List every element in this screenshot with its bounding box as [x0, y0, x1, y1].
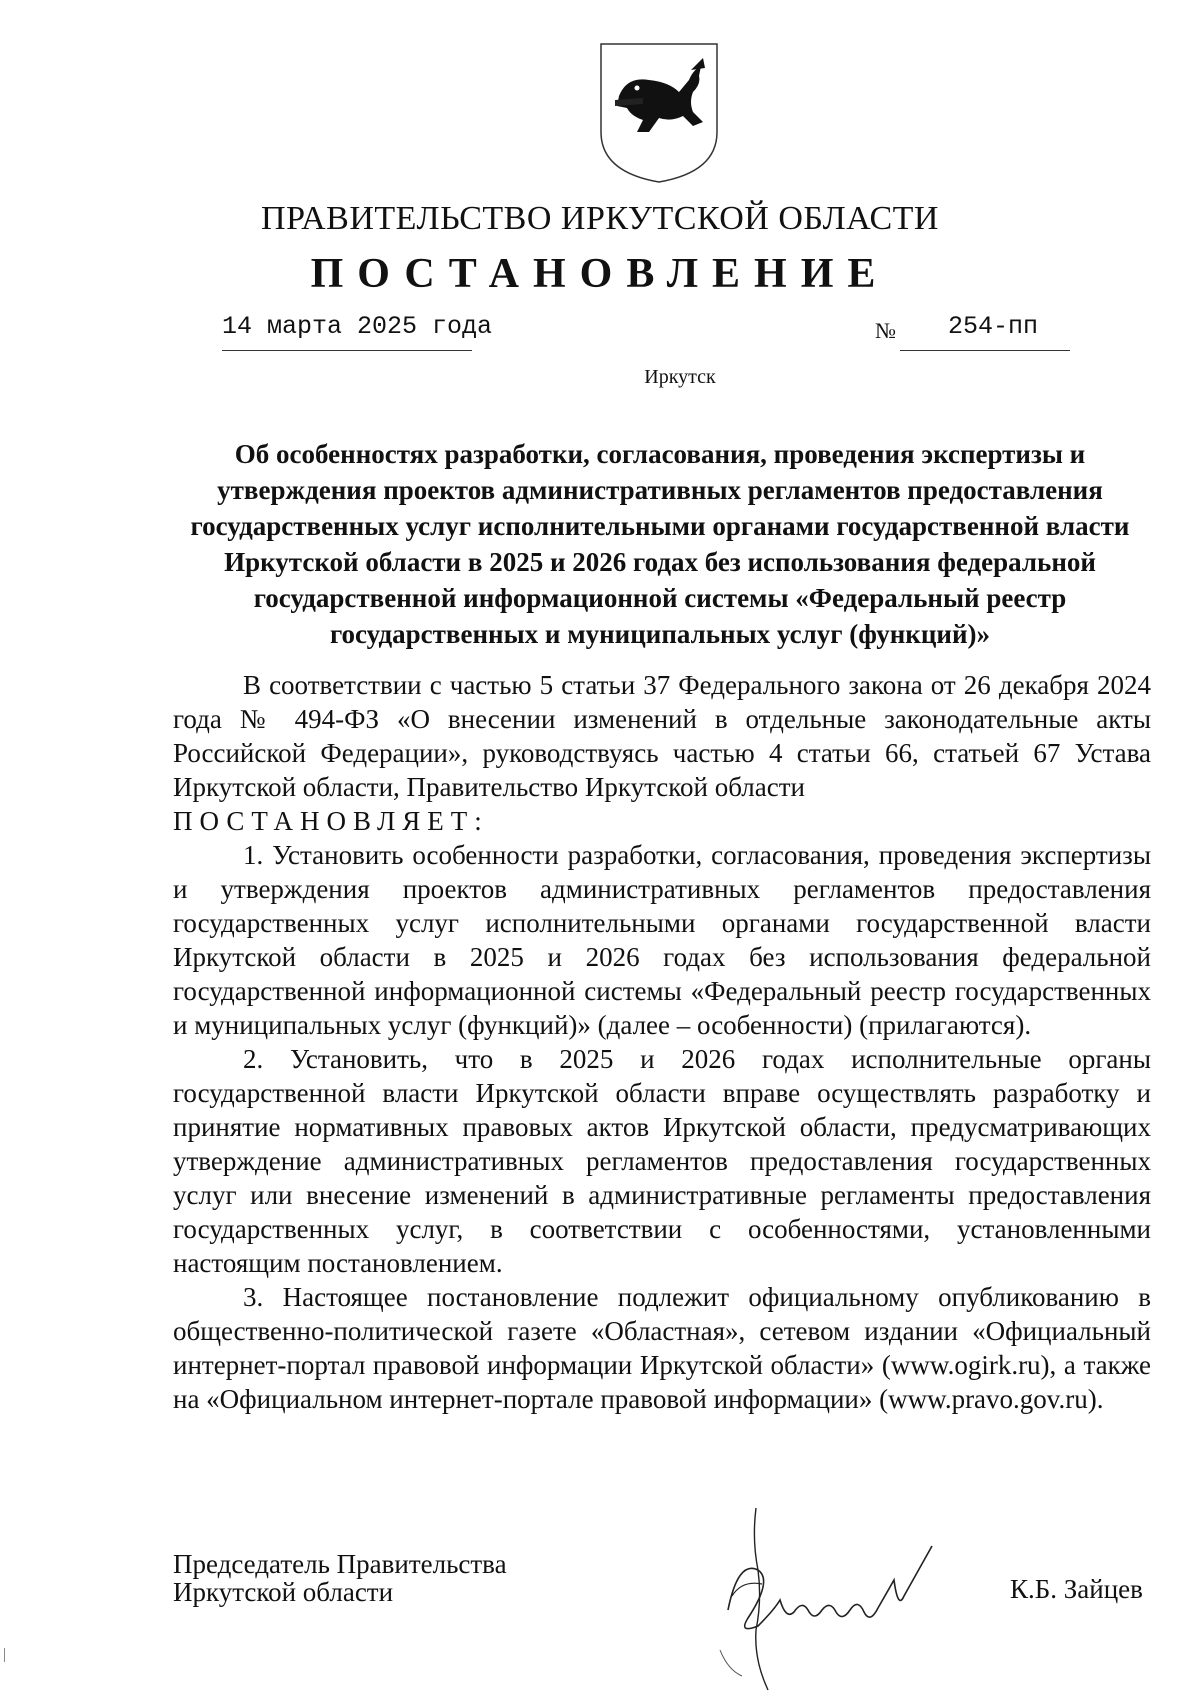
- scan-margin-mark: [4, 1648, 5, 1662]
- government-name: ПРАВИТЕЛЬСТВО ИРКУТСКОЙ ОБЛАСТИ: [261, 200, 939, 237]
- signer-name: К.Б. Зайцев: [1010, 1574, 1143, 1604]
- signer-position-line2: Иркутской области: [173, 1577, 394, 1607]
- date-underline: [222, 350, 472, 351]
- preamble: В соответствии с частью 5 статьи 37 Федерального закона от 26 декабря 2024 года № 494-ФЗ «О внесении изменений в отдельные законодательные акты Российской Федерации», руководствуясь частью 4 статьи 66, статьей 67 Устава Иркутской области, Правительство Иркутской области: [173, 670, 1151, 802]
- signature-icon: [718, 1500, 968, 1700]
- resolves-heading: ПОСТАНОВЛЯЕТ:: [173, 806, 489, 836]
- document-body: [173, 668, 1151, 1416]
- coat-of-arms-icon: [597, 40, 721, 186]
- clause-2: 2. Установить, что в 2025 и 2026 годах исполнительные органы государственной власти Иркутской области вправе осуществлять разработку и принятие нормативных правовых актов Иркутской области, предусматривающих утверждение административных регламентов предоставления государственных услуг или внесение изменений в административные регламенты предоставления государственных услуг, в соответствии с особенностями, установленными настоящим постановлением.: [173, 1044, 1151, 1278]
- clause-3: 3. Настоящее постановление подлежит официальному опубликованию в общественно-политической газете «Областная», сетевом издании «Официальный интернет-портал правовой информации Иркутской области» (www.ogirk.ru), а также на «Официальном интернет-портале правовой информации» (www.pravo.gov.ru).: [173, 1282, 1151, 1414]
- document-type: ПОСТАНОВЛЕНИЕ: [310, 251, 890, 297]
- document-date: 14 марта 2025 года: [222, 312, 493, 341]
- document-title: Об особенностях разработки, согласования, проведения экспертизы и утверждения проектов административных регламентов предоставления государственных услуг исполнительными органами государственной власти Иркутской области в 2025 и 2026 годах без использования федеральной государственной информационной системы «Федеральный реестр государственных и муниципальных услуг (функций)»: [190, 439, 1130, 649]
- signer-position-line1: Председатель Правительства: [173, 1549, 507, 1579]
- clause-1: 1. Установить особенности разработки, согласования, проведения экспертизы и утверждения проектов административных регламентов предоставления государственных услуг исполнительными органами государственной власти Иркутской области в 2025 и 2026 годах без использования федеральной государственной информационной системы «Федеральный реестр государственных и муниципальных услуг (функций)» (далее – особенности) (прилагаются).: [173, 840, 1151, 1040]
- document-number: 254-пп: [948, 312, 1039, 341]
- number-sign: №: [875, 318, 896, 343]
- number-underline: [900, 350, 1070, 351]
- signer-position: [173, 1550, 507, 1606]
- document-city: Иркутск: [644, 366, 716, 388]
